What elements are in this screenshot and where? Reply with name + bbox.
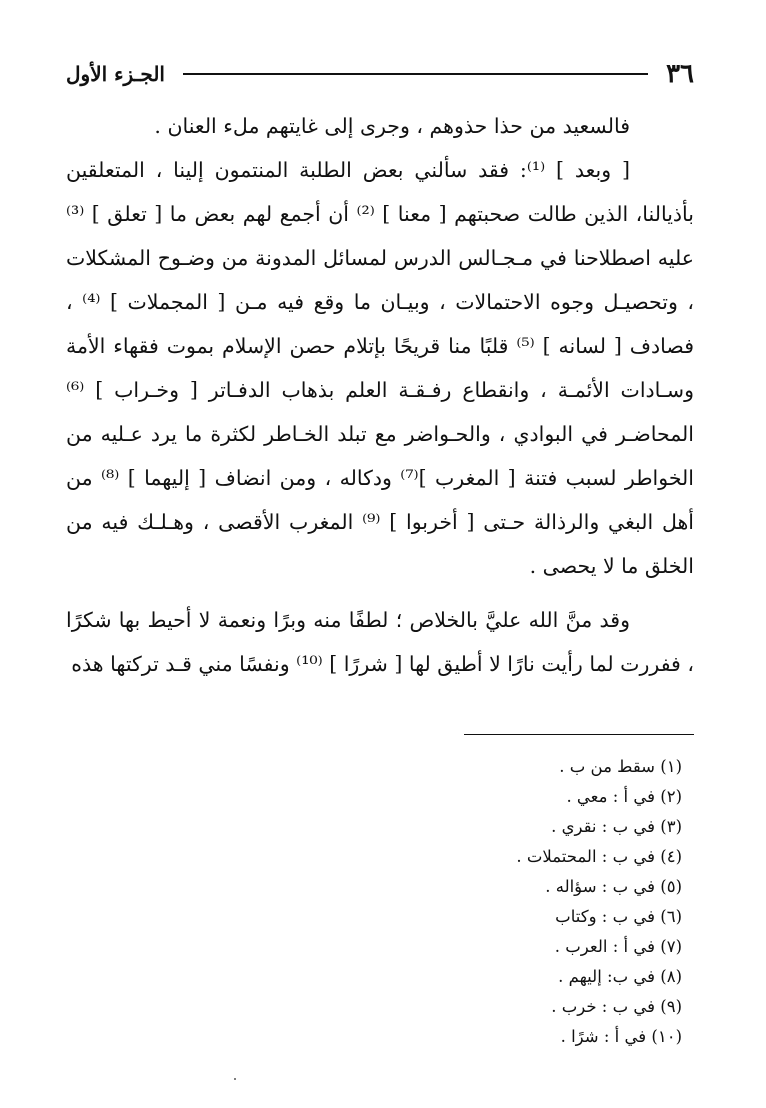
footnote-3: (٣) في ب : نقري . <box>551 817 682 836</box>
page-number: ٣٦ <box>666 59 694 89</box>
footnote-1: (١) سقط من ب . <box>559 757 682 776</box>
footnotes-list <box>200 752 682 1052</box>
header-rule <box>183 73 648 75</box>
main-text <box>66 104 694 686</box>
paragraph-1: فالسعيد من حذا حذوهم ، وجرى إلى غايتهم ملء العنان . <box>154 114 630 138</box>
footnote-7: (٧) في أ : العرب . <box>554 937 682 956</box>
footnote-10: (١٠) في أ : شرًا . <box>560 1027 682 1046</box>
footnote-4: (٤) في ب : المحتملات . <box>516 847 682 866</box>
scan-speck <box>234 1078 236 1080</box>
paragraph-2: [ وبعد ] ⁽¹⁾: فقد سألني بعض الطلبة المنتمون إلينا ، المتعلقين بأذيالنا، الذين طالت صحبتهم [ معنا ] ⁽²⁾ أن أجمع لهم بعض ما [ تعلق ] ⁽³⁾ عليه اصطلاحنا في مـجـالس الدرس لمسائل المدونة من وضـوح المشكلات ، وتحصيـل وجوه الاحتمالات ، وبيـان ما وقع فيه مـن [ المجملات ] ⁽⁴⁾ ، فصادف [ لسانه ] ⁽⁵⁾ قلبًا منا قريحًا بإتلام حصن الإسلام بموت فقهاء الأمة وسـادات الأئمـة ، وانقطاع رفـقـة العلم بذهاب الدفـاتر [ وخـراب ] ⁽⁶⁾ المحاضـر في البوادي ، والحـواضر مع تبلد الخـاطر لكثرة ما يرد عـليه من الخواطر لسبب فتنة [ المغرب ]⁽⁷⁾ ودكاله ، ومن انضاف [ إليهما ] ⁽⁸⁾ من أهل البغي والرذالة حـتى [ أخربوا ] ⁽⁹⁾ المغرب الأقصى ، وهـلـك فيه من الخلق ما لا يحصى . <box>66 158 695 578</box>
footnote-6: (٦) في ب : وكتاب <box>555 907 682 926</box>
footnote-5: (٥) في ب : سؤاله . <box>545 877 682 896</box>
running-head: الجـزء الأول <box>66 62 165 86</box>
footnote-8: (٨) في ب: إليهم . <box>558 967 682 986</box>
footnote-9: (٩) في ب : خرب . <box>551 997 682 1016</box>
footnote-separator <box>464 734 694 735</box>
page-header <box>66 56 694 92</box>
paragraph-3: وقد منَّ الله عليَّ بالخلاص ؛ لطفًا منه وبرًا ونعمة لا أحيط بها شكرًا ، ففررت لما رأيت نارًا لا أطيق لها [ شررًا ] ⁽¹⁰⁾ ونفسًا مني قـد تركتها هذه <box>66 608 694 676</box>
footnote-2: (٢) في أ : معي . <box>566 787 682 806</box>
